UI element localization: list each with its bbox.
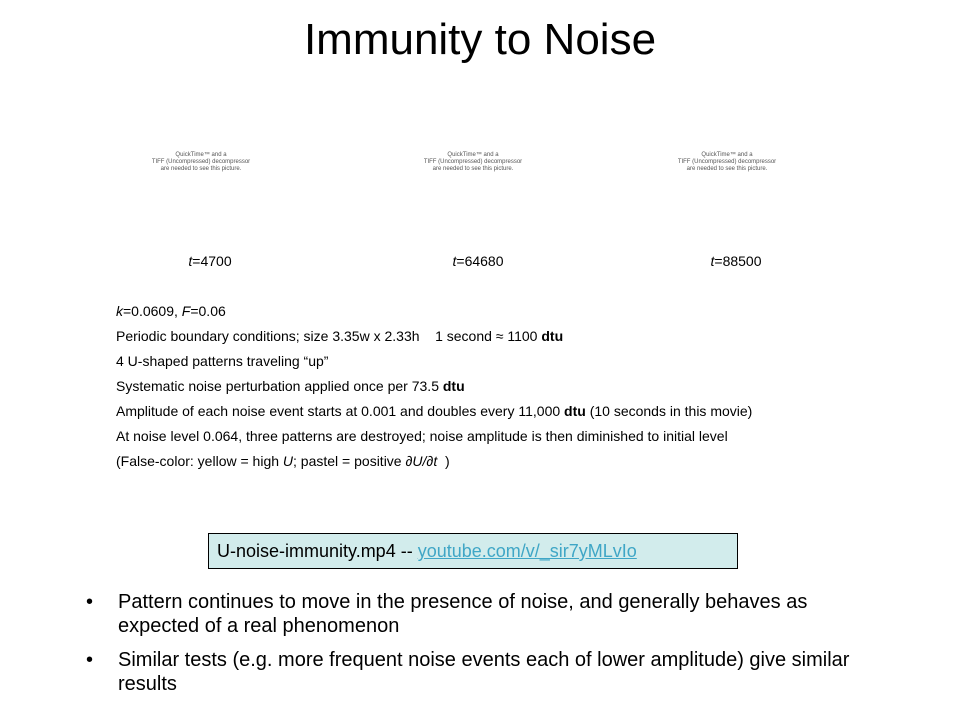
placeholder-image-1	[146, 152, 256, 173]
placeholder-text: are needed to see this picture.	[160, 166, 242, 172]
param-noise-level: At noise level 0.064, three patterns are destroyed; noise amplitude is then diminished to initial level	[116, 428, 728, 444]
parameter-list	[116, 302, 806, 477]
bullet-item	[80, 590, 880, 638]
param-noise-rate: Systematic noise perturbation applied once per 73.5 dtu	[116, 378, 465, 394]
bullet-icon: •	[86, 649, 94, 671]
time-label-2: t=64680	[452, 253, 504, 269]
time-label-1: t=4700	[188, 253, 232, 269]
time-label-3: t=88500	[710, 253, 762, 269]
bullet-list	[80, 590, 880, 706]
placeholder-text: TIFF (Uncompressed) decompressor	[151, 159, 251, 165]
param-patterns: 4 U-shaped patterns traveling “up”	[116, 353, 329, 369]
placeholder-text: are needed to see this picture.	[686, 166, 768, 172]
param-amplitude: Amplitude of each noise event starts at 0.001 and doubles every 11,000 dtu (10 seconds in this movie)	[116, 403, 753, 419]
placeholder-text: QuickTime™ and a	[701, 152, 753, 158]
placeholder-text: QuickTime™ and a	[447, 152, 499, 158]
bullet-text: Similar tests (e.g. more frequent noise events each of lower amplitude) give similar results	[118, 649, 850, 695]
param-boundary: Periodic boundary conditions; size 3.35w x 2.33h 1 second ≈ 1100 dtu	[116, 328, 564, 344]
bullet-item	[80, 648, 880, 696]
placeholder-image-2	[418, 152, 528, 173]
bullet-text: Pattern continues to move in the presence of noise, and generally behaves as expected of a real phenomenon	[118, 591, 808, 637]
slide-title: Immunity to Noise	[303, 15, 657, 64]
video-filename: U-noise-immunity.mp4 --	[217, 541, 418, 561]
placeholder-text: TIFF (Uncompressed) decompressor	[423, 159, 523, 165]
video-link-box	[208, 533, 738, 569]
placeholder-text: TIFF (Uncompressed) decompressor	[677, 159, 777, 165]
youtube-link[interactable]: youtube.com/v/_sir7yMLvIo	[417, 541, 637, 561]
placeholder-text: QuickTime™ and a	[175, 152, 227, 158]
param-false-color: (False-color: yellow = high U; pastel = positive ∂U/∂t )	[116, 453, 450, 469]
param-k-f: k=0.0609, F=0.06	[116, 303, 226, 319]
placeholder-image-3	[672, 152, 782, 173]
placeholder-text: are needed to see this picture.	[432, 166, 514, 172]
bullet-icon: •	[86, 591, 94, 613]
